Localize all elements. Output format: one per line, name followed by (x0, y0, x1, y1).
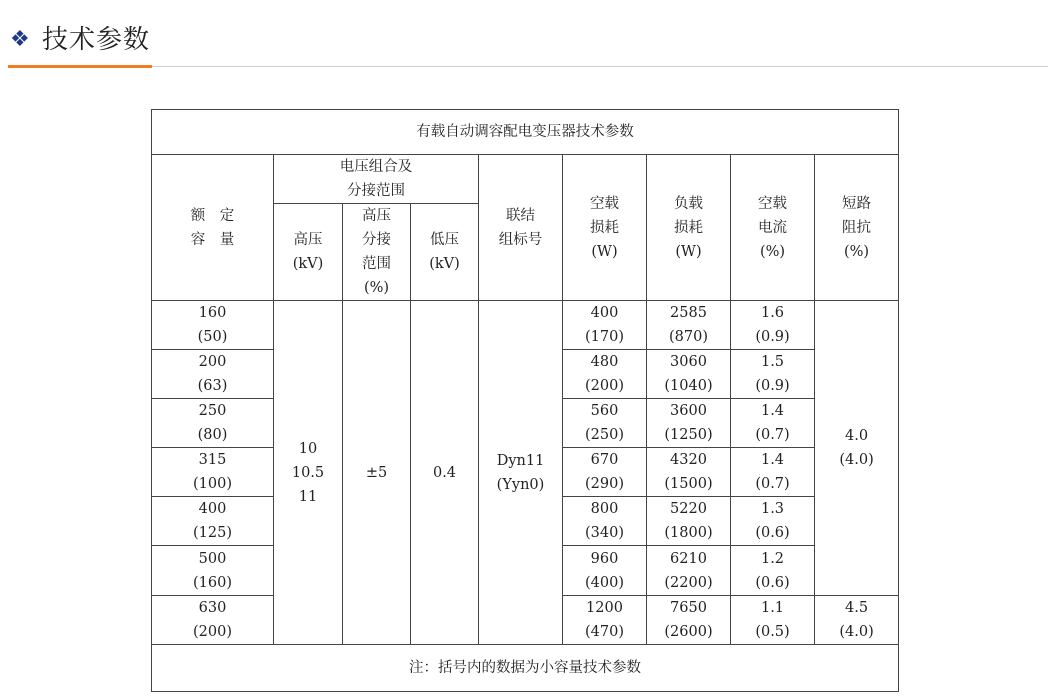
cell-no-load-current: 1.5 (0.9) (731, 350, 815, 399)
section-header (8, 22, 1048, 68)
header-voltage-group: 电压组合及 分接范围 (274, 155, 479, 204)
cell-no-load-current: 1.6 (0.9) (731, 301, 815, 350)
table-row (152, 301, 899, 350)
cell-no-load-loss: 1200 (470) (563, 596, 647, 645)
cell-no-load-loss: 960 (400) (563, 546, 647, 596)
section-title: 技术参数 (42, 25, 151, 55)
cell-no-load-loss: 800 (340) (563, 497, 647, 546)
cell-load-loss: 5220 (1800) (647, 497, 731, 546)
cell-load-loss: 6210 (2200) (647, 546, 731, 596)
header-impedance: 短路 阻抗 (%) (815, 155, 899, 301)
cell-load-loss: 4320 (1500) (647, 448, 731, 497)
table-note: 注：括号内的数据为小容量技术参数 (152, 645, 899, 692)
spec-table (151, 109, 899, 692)
header-lv: 低压 (kV) (411, 204, 479, 301)
cell-impedance: 4.5 (4.0) (815, 596, 899, 645)
cell-capacity: 160 (50) (152, 301, 274, 350)
cell-capacity: 315 (100) (152, 448, 274, 497)
cell-no-load-loss: 400 (170) (563, 301, 647, 350)
header-tap-range: 高压 分接 范围 (%) (343, 204, 411, 301)
cell-capacity: 200 (63) (152, 350, 274, 399)
cell-tap-range: ±5 (343, 301, 411, 645)
cell-no-load-loss: 670 (290) (563, 448, 647, 497)
cell-hv: 10 10.5 11 (274, 301, 343, 645)
cell-no-load-loss: 560 (250) (563, 399, 647, 448)
cell-vector-group: Dyn11 (Yyn0) (479, 301, 563, 645)
table-caption: 有载自动调容配电变压器技术参数 (152, 110, 899, 155)
cell-lv: 0.4 (411, 301, 479, 645)
cell-no-load-current: 1.4 (0.7) (731, 399, 815, 448)
cell-capacity: 250 (80) (152, 399, 274, 448)
cell-capacity: 500 (160) (152, 546, 274, 596)
header-hv: 高压 (kV) (274, 204, 343, 301)
cell-capacity: 630 (200) (152, 596, 274, 645)
section-divider-accent (8, 65, 152, 68)
cell-load-loss: 7650 (2600) (647, 596, 731, 645)
cell-no-load-current: 1.2 (0.6) (731, 546, 815, 596)
header-vector-group: 联结 组标号 (479, 155, 563, 301)
header-no-load-loss: 空载 损耗 (W) (563, 155, 647, 301)
cell-no-load-current: 1.4 (0.7) (731, 448, 815, 497)
cell-load-loss: 3600 (1250) (647, 399, 731, 448)
diamond-icon: ❖ (10, 27, 30, 52)
cell-impedance: 4.0 (4.0) (815, 301, 899, 596)
cell-no-load-current: 1.1 (0.5) (731, 596, 815, 645)
cell-no-load-current: 1.3 (0.6) (731, 497, 815, 546)
cell-load-loss: 3060 (1040) (647, 350, 731, 399)
cell-capacity: 400 (125) (152, 497, 274, 546)
header-no-load-current: 空载 电流 (%) (731, 155, 815, 301)
cell-no-load-loss: 480 (200) (563, 350, 647, 399)
section-divider (8, 66, 1048, 67)
header-capacity: 额 定 容 量 (152, 155, 274, 301)
cell-load-loss: 2585 (870) (647, 301, 731, 350)
header-load-loss: 负载 损耗 (W) (647, 155, 731, 301)
